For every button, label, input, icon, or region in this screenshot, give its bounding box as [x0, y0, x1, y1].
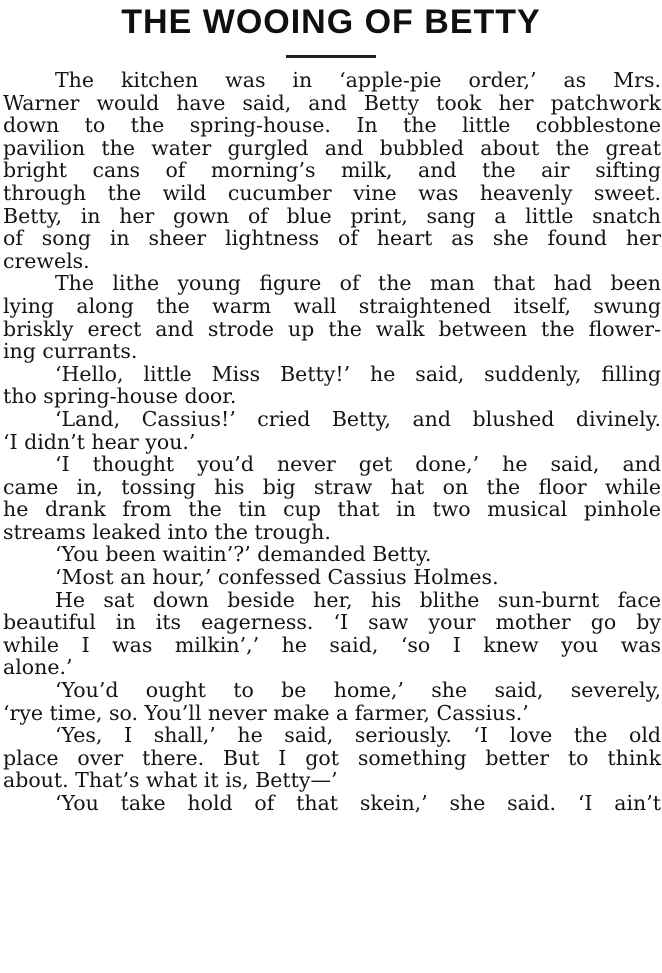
text-line: The lithe young figure of the man that had been: [55, 271, 661, 296]
title-rule: [286, 55, 376, 58]
text-line: pavilion the water gurgled and bubbled about the great: [3, 135, 661, 160]
text-line: ‘Yes, I shall,’ he said, seriously. ‘I love the old: [55, 723, 661, 748]
text-line: tho spring-house door.: [3, 384, 237, 409]
article-body: [3, 69, 661, 815]
text-line: while I was milkin’,’ he said, ‘so I knew you was: [3, 632, 661, 657]
article-title: THE WOOING OF BETTY: [121, 3, 541, 41]
text-line: briskly erect and strode up the walk between the flower-: [3, 316, 661, 341]
text-line: He sat down beside her, his blithe sun-burnt face: [55, 587, 661, 612]
text-line: ‘You take hold of that skein,’ she said. ‘I ain’t: [55, 791, 661, 815]
text-line: ‘You’d ought to be home,’ she said, severely,: [55, 678, 661, 703]
text-line: ‘I didn’t hear you.’: [3, 429, 196, 454]
text-line: ing currants.: [3, 339, 138, 364]
text-line: through the wild cucumber vine was heavenly sweet.: [3, 180, 661, 205]
text-line: ‘I thought you’d never get done,’ he said, and: [55, 452, 661, 477]
text-line: came in, tossing his big straw hat on the floor while: [3, 474, 661, 499]
text-line: crewels.: [3, 248, 90, 273]
text-line: beautiful in its eagerness. ‘I saw your mother go by: [3, 610, 661, 635]
text-line: Warner would have said, and Betty took her patchwork: [3, 90, 661, 115]
text-line: he drank from the tin cup that in two musical pinhole: [3, 497, 661, 522]
text-line: ‘You been waitin’?’ demanded Betty.: [55, 542, 432, 567]
text-line: Betty, in her gown of blue print, sang a little snatch: [3, 203, 661, 228]
text-line: down to the spring-house. In the little cobblestone: [3, 113, 661, 138]
text-line: of song in sheer lightness of heart as she found her: [3, 226, 661, 251]
text-line: streams leaked into the trough.: [3, 519, 331, 544]
text-line: alone.’: [3, 655, 73, 680]
text-line: ‘Hello, little Miss Betty!’ he said, suddenly, filling: [55, 361, 661, 386]
text-line: ‘Land, Cassius!’ cried Betty, and blushed divinely.: [55, 406, 661, 431]
text-line: ‘Most an hour,’ confessed Cassius Holmes.: [55, 565, 499, 590]
text-line: about. That’s what it is, Betty—’: [3, 768, 338, 793]
text-line: lying along the warm wall straightened itself, swung: [3, 293, 661, 318]
text-line: bright cans of morning’s milk, and the air sifting: [3, 158, 661, 183]
text-line: The kitchen was in ‘apple-pie order,’ as Mrs.: [55, 68, 661, 92]
text-line: ‘rye time, so. You’ll never make a farmer, Cassius.’: [3, 700, 529, 725]
text-line: place over there. But I got something better to think: [3, 745, 661, 770]
